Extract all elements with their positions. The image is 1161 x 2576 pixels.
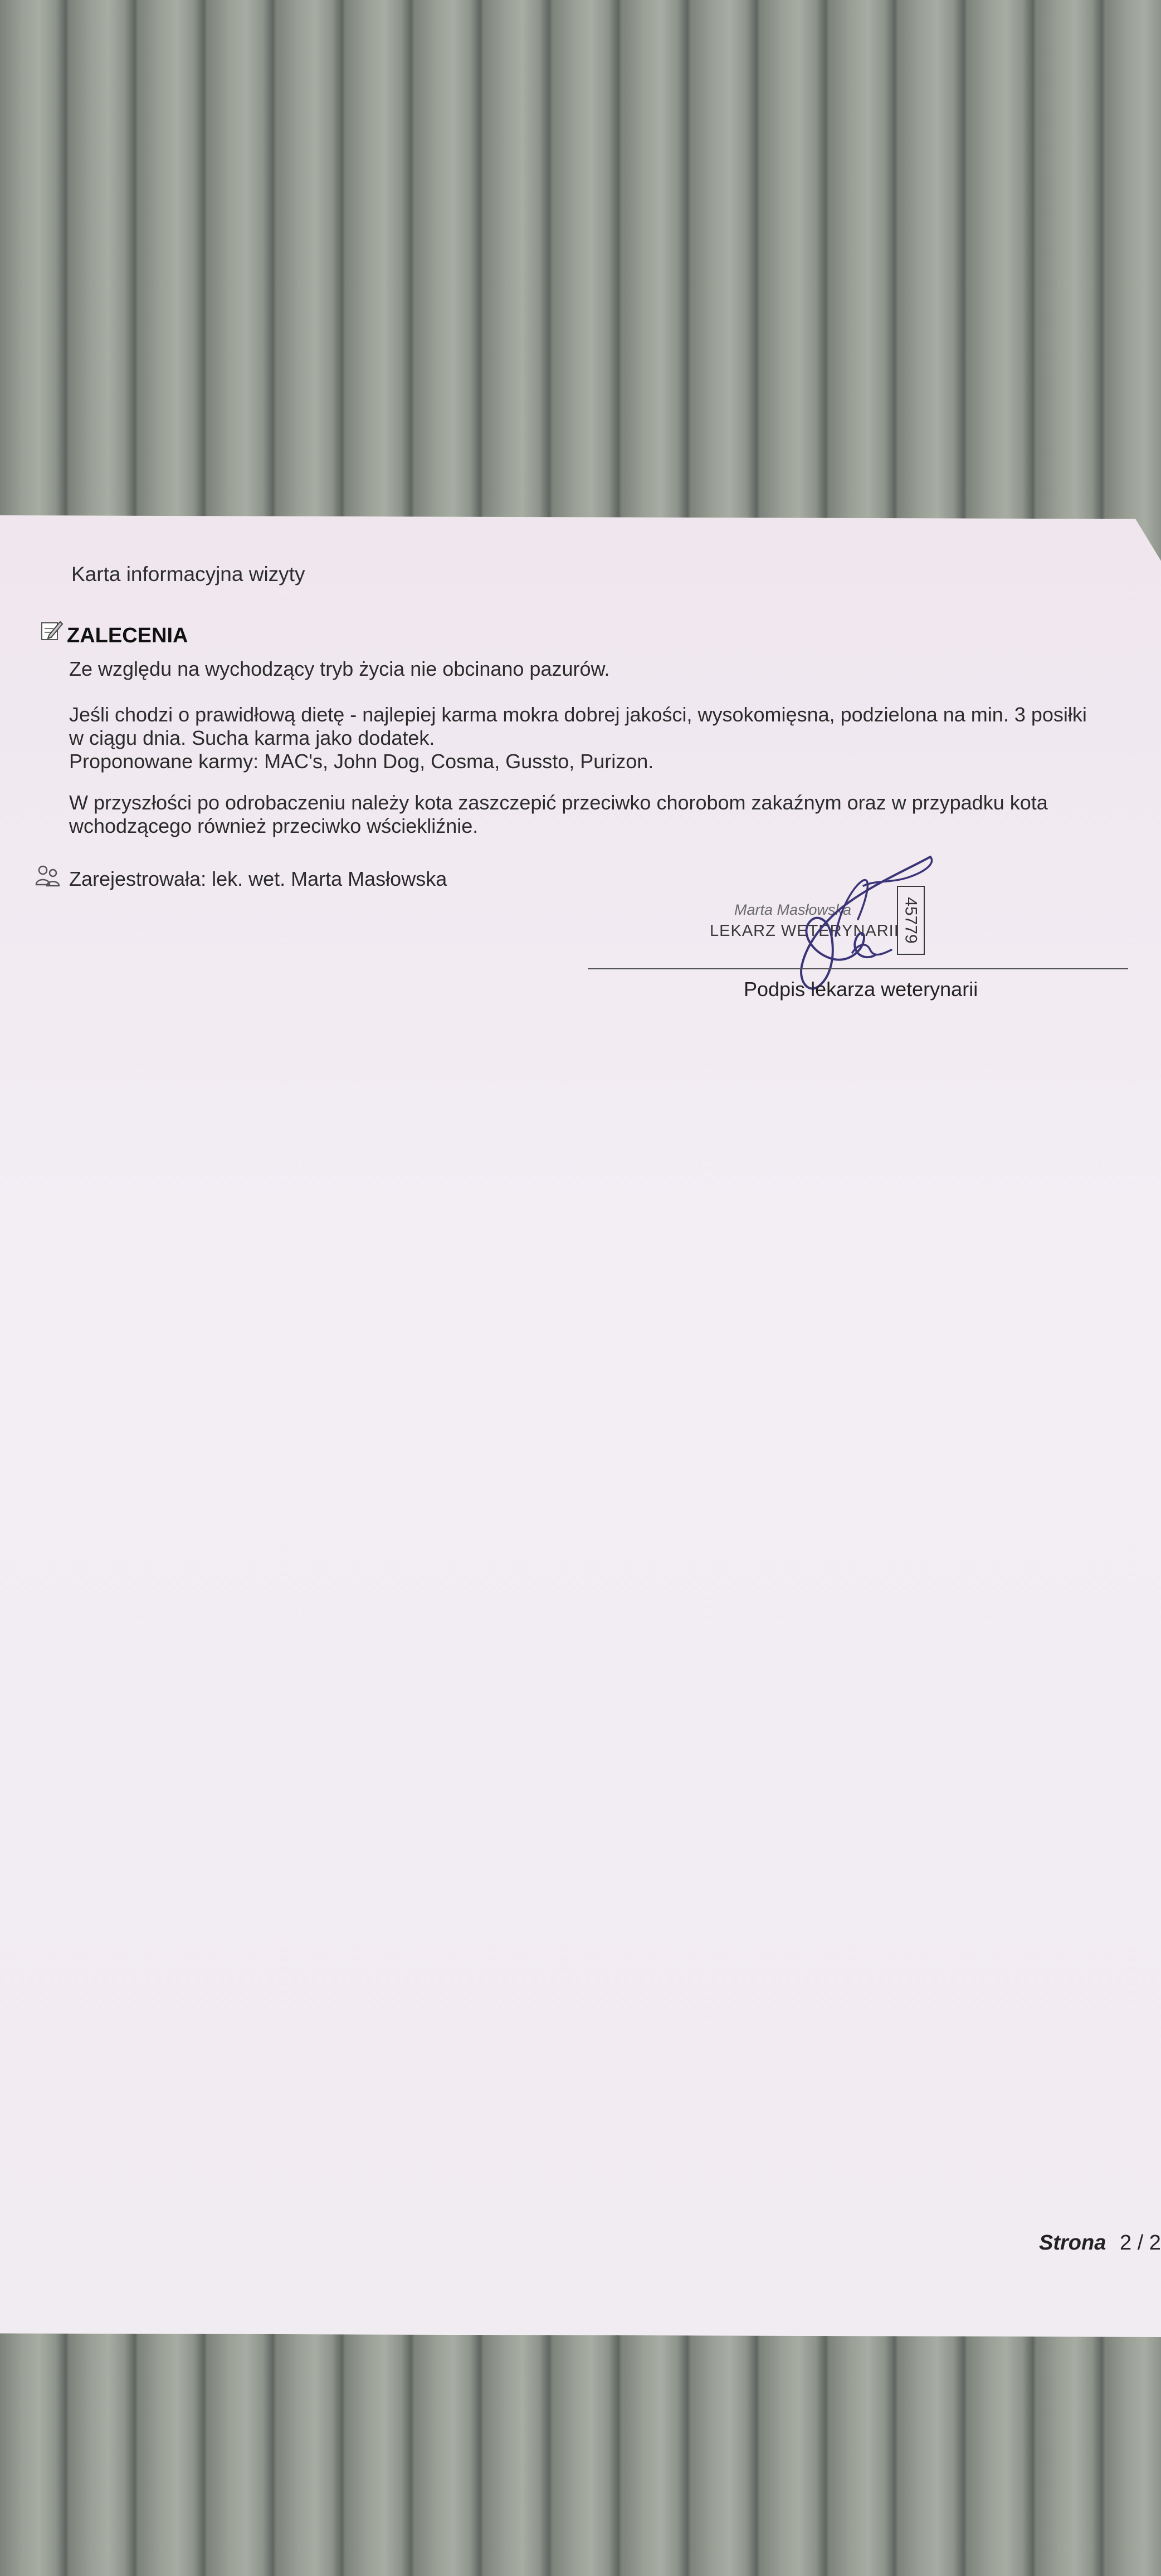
edit-note-icon — [40, 618, 64, 642]
recommendation-paragraph-1 — [69, 657, 610, 681]
paragraph-line: W przyszłości po odrobaczeniu należy kota zaszczepić przeciwko chorobom zakaźnym oraz w przypadku kota — [69, 791, 1048, 814]
paragraph-line: Ze względu na wychodzący tryb życia nie obcinano pazurów. — [69, 657, 610, 680]
registered-by: Zarejestrowała: lek. wet. Marta Masłowska — [69, 867, 447, 890]
paragraph-line: w ciągu dnia. Sucha karma jako dodatek. — [69, 726, 435, 749]
recommendation-paragraph-2 — [69, 703, 1087, 773]
paragraph-line: Proponowane karmy: MAC's, John Dog, Cosma, Gussto, Purizon. — [69, 750, 654, 773]
signature-caption: Podpis lekarza weterynarii — [744, 978, 978, 1001]
document-page — [0, 515, 1161, 2337]
paragraph-line: Jeśli chodzi o prawidłową dietę - najlepiej karma mokra dobrej jakości, wysokomięsna, podzielona na min. 3 posiłki — [69, 703, 1087, 726]
section-title: ZALECENIA — [67, 624, 188, 647]
document-header: Karta informacyjna wizyty — [71, 563, 305, 586]
stamp-number: 45779 — [902, 897, 920, 944]
stamp-title: LEKARZ WETERYNARII — [710, 922, 899, 940]
signature-line — [588, 968, 1128, 969]
stamp-name: Marta Masłowska — [734, 901, 852, 918]
users-icon — [35, 863, 61, 888]
page-number: 2 / 2 — [1120, 2231, 1161, 2255]
paragraph-line: wchodzącego również przeciwko wściekliźnie. — [69, 814, 479, 837]
page-label: Strona — [1039, 2231, 1106, 2255]
recommendation-paragraph-3 — [69, 791, 1048, 838]
